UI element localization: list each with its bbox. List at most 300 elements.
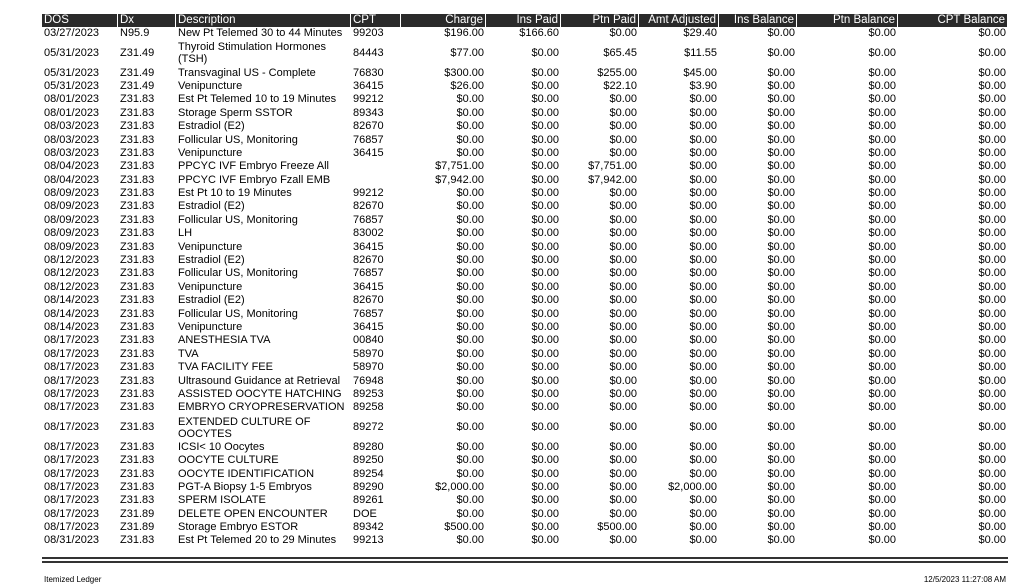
cpt-cell: 36415 — [353, 280, 384, 293]
dos-cell: 05/31/2023 — [44, 79, 100, 92]
table-row — [42, 307, 1008, 320]
ins-paid-cell: $0.00 — [531, 534, 559, 547]
description-cell: EMBRYO CRYOPRESERVATION — [178, 401, 345, 414]
charge-cell: $300.00 — [444, 66, 484, 79]
dx-cell: Z31.83 — [120, 213, 155, 226]
col-dos-header: DOS — [42, 14, 118, 27]
ins-balance-cell: $0.00 — [767, 334, 795, 347]
ptn-paid-cell: $0.00 — [609, 507, 637, 520]
ins-balance-cell: $0.00 — [767, 240, 795, 253]
charge-cell: $196.00 — [444, 27, 484, 40]
ins-paid-cell: $0.00 — [531, 254, 559, 267]
ptn-balance-cell: $0.00 — [868, 321, 896, 333]
charge-cell: $0.00 — [456, 267, 484, 280]
cpt-cell — [351, 174, 401, 187]
table-row — [42, 441, 1008, 454]
cpt-cell: 36415 — [353, 321, 384, 333]
table-row — [42, 521, 1008, 534]
cpt-cell: 89280 — [353, 440, 384, 453]
ledger-table — [42, 14, 1008, 548]
ins-paid-cell: $0.00 — [531, 46, 559, 59]
charge-cell: $0.00 — [456, 254, 484, 267]
amt-adjusted-cell: $0.00 — [689, 347, 717, 360]
ins-balance-cell: $0.00 — [767, 254, 795, 267]
dos-cell: 08/01/2023 — [44, 106, 100, 119]
ins-balance-cell: $0.00 — [767, 66, 795, 79]
dos-cell: 08/17/2023 — [44, 347, 100, 360]
amt-adjusted-cell: $0.00 — [689, 160, 717, 173]
charge-cell: $0.00 — [456, 187, 484, 200]
description-cell: Follicular US, Monitoring — [178, 307, 298, 320]
col-charge-header: Charge — [401, 14, 486, 27]
ptn-paid-cell: $0.00 — [609, 200, 637, 213]
ptn-balance-cell: $0.00 — [868, 227, 896, 240]
dos-cell: 08/04/2023 — [44, 160, 100, 173]
ptn-paid-cell: $0.00 — [609, 307, 637, 320]
dx-cell: Z31.83 — [120, 146, 155, 159]
dos-cell: 08/12/2023 — [44, 254, 100, 267]
cpt-cell: 89342 — [353, 521, 384, 534]
charge-cell: $0.00 — [456, 494, 484, 507]
ins-balance-cell: $0.00 — [767, 93, 795, 106]
ptn-balance-cell: $0.00 — [868, 374, 896, 387]
ptn-paid-cell: $0.00 — [609, 254, 637, 267]
table-row — [42, 80, 1008, 93]
cpt-balance-cell: $0.00 — [978, 307, 1006, 320]
cpt-balance-cell: $0.00 — [978, 120, 1006, 133]
cpt-balance-cell: $0.00 — [978, 280, 1006, 293]
table-row — [42, 494, 1008, 507]
description-cell: Estradiol (E2) — [178, 294, 245, 307]
table-row — [42, 401, 1008, 414]
table-row — [42, 240, 1008, 253]
ptn-paid-cell: $0.00 — [609, 480, 637, 493]
ins-balance-cell: $0.00 — [767, 347, 795, 360]
ins-paid-cell: $0.00 — [531, 521, 559, 534]
cpt-balance-cell: $0.00 — [978, 440, 1006, 453]
cpt-balance-cell: $0.00 — [978, 66, 1006, 79]
cpt-cell: 36415 — [353, 146, 384, 159]
amt-adjusted-cell: $0.00 — [689, 534, 717, 547]
report-name: Itemized Ledger — [44, 575, 102, 584]
table-row — [42, 321, 1008, 334]
dos-cell: 08/17/2023 — [44, 507, 100, 520]
ptn-paid-cell: $0.00 — [609, 120, 637, 133]
table-row — [42, 187, 1008, 200]
table-row — [42, 361, 1008, 374]
ptn-paid-cell: $0.00 — [609, 294, 637, 307]
ins-balance-cell: $0.00 — [767, 307, 795, 320]
cpt-cell: 89272 — [353, 421, 384, 434]
amt-adjusted-cell: $0.00 — [689, 200, 717, 213]
amt-adjusted-cell: $0.00 — [689, 321, 717, 333]
ptn-paid-cell: $0.00 — [609, 534, 637, 547]
dos-cell: 03/27/2023 — [44, 27, 100, 40]
dos-cell: 08/12/2023 — [44, 267, 100, 280]
dos-cell: 08/31/2023 — [44, 534, 100, 547]
table-row — [42, 107, 1008, 120]
ins-paid-cell: $0.00 — [531, 321, 559, 333]
ins-balance-cell: $0.00 — [767, 280, 795, 293]
ins-paid-cell: $0.00 — [531, 421, 559, 434]
dos-cell: 08/17/2023 — [44, 454, 100, 467]
dx-cell: Z31.83 — [120, 200, 155, 213]
charge-cell: $0.00 — [456, 106, 484, 119]
dx-cell: Z31.83 — [120, 133, 155, 146]
cpt-balance-cell: $0.00 — [978, 267, 1006, 280]
charge-cell: $0.00 — [456, 534, 484, 547]
table-row — [42, 93, 1008, 106]
dos-cell: 08/03/2023 — [44, 120, 100, 133]
description-cell: Venipuncture — [178, 240, 243, 253]
dos-cell: 08/17/2023 — [44, 361, 100, 374]
cpt-cell: 83002 — [353, 227, 384, 240]
ins-paid-cell: $0.00 — [531, 133, 559, 146]
cpt-cell: 76830 — [353, 66, 384, 79]
dos-cell: 08/09/2023 — [44, 213, 100, 226]
dx-cell: Z31.83 — [120, 240, 155, 253]
amt-adjusted-cell: $0.00 — [689, 387, 717, 400]
ptn-balance-cell: $0.00 — [868, 146, 896, 159]
ins-paid-cell: $0.00 — [531, 267, 559, 280]
amt-adjusted-cell: $0.00 — [689, 240, 717, 253]
ins-paid-cell: $0.00 — [531, 294, 559, 307]
table-row — [42, 281, 1008, 294]
dos-cell: 08/09/2023 — [44, 240, 100, 253]
dx-cell: N95.9 — [120, 27, 150, 40]
description-cell: Venipuncture — [178, 79, 243, 92]
charge-cell: $0.00 — [456, 334, 484, 347]
col-ptn-paid-header: Ptn Paid — [561, 14, 639, 27]
charge-cell: $0.00 — [456, 347, 484, 360]
dos-cell: 08/17/2023 — [44, 494, 100, 507]
cpt-cell: 82670 — [353, 294, 384, 307]
ins-paid-cell: $0.00 — [531, 173, 559, 186]
ptn-balance-cell: $0.00 — [868, 440, 896, 453]
cpt-balance-cell: $0.00 — [978, 347, 1006, 360]
table-row — [42, 454, 1008, 467]
col-cpt-header: CPT — [351, 14, 401, 27]
cpt-balance-cell: $0.00 — [978, 254, 1006, 267]
ins-balance-cell: $0.00 — [767, 267, 795, 280]
cpt-balance-cell: $0.00 — [978, 454, 1006, 467]
description-cell: Estradiol (E2) — [178, 200, 245, 213]
description-cell: PGT-A Biopsy 1-5 Embryos — [178, 480, 312, 493]
dos-cell: 08/14/2023 — [44, 321, 100, 333]
dx-cell: Z31.83 — [120, 374, 155, 387]
ptn-balance-cell: $0.00 — [868, 93, 896, 106]
description-cell: PPCYC IVF Embryo Fzall EMB — [178, 173, 331, 186]
cpt-balance-cell: $0.00 — [978, 467, 1006, 480]
dx-cell: Z31.83 — [120, 421, 155, 434]
dx-cell: Z31.83 — [120, 307, 155, 320]
dx-cell: Z31.49 — [120, 79, 155, 92]
dx-cell: Z31.83 — [120, 321, 155, 333]
description-cell: OOCYTE IDENTIFICATION — [178, 467, 315, 480]
ins-paid-cell: $0.00 — [531, 93, 559, 106]
charge-cell: $26.00 — [450, 79, 484, 92]
charge-cell: $500.00 — [444, 521, 484, 534]
cpt-cell: 99212 — [353, 93, 384, 106]
col-description-header: Description — [176, 14, 351, 27]
ptn-balance-cell: $0.00 — [868, 421, 896, 434]
ptn-paid-cell: $0.00 — [609, 93, 637, 106]
ins-balance-cell: $0.00 — [767, 146, 795, 159]
charge-cell: $0.00 — [456, 280, 484, 293]
dos-cell: 08/12/2023 — [44, 280, 100, 293]
cpt-balance-cell: $0.00 — [978, 521, 1006, 534]
amt-adjusted-cell: $0.00 — [689, 294, 717, 307]
ptn-balance-cell: $0.00 — [868, 507, 896, 520]
dx-cell: Z31.83 — [120, 267, 155, 280]
ins-paid-cell: $0.00 — [531, 120, 559, 133]
table-row — [42, 147, 1008, 160]
ins-balance-cell: $0.00 — [767, 133, 795, 146]
ins-paid-cell: $0.00 — [531, 66, 559, 79]
amt-adjusted-cell: $0.00 — [689, 93, 717, 106]
charge-cell: $77.00 — [450, 46, 484, 59]
ptn-paid-cell: $0.00 — [609, 106, 637, 119]
table-row — [42, 120, 1008, 133]
ins-balance-cell: $0.00 — [767, 106, 795, 119]
description-cell: Ultrasound Guidance at Retrieval — [178, 374, 341, 387]
amt-adjusted-cell: $0.00 — [689, 467, 717, 480]
description-cell: Thyroid Stimulation Hormones (TSH) — [178, 41, 326, 66]
ins-balance-cell: $0.00 — [767, 120, 795, 133]
ptn-balance-cell: $0.00 — [868, 213, 896, 226]
ins-balance-cell: $0.00 — [767, 294, 795, 307]
table-row — [42, 66, 1008, 79]
ins-balance-cell: $0.00 — [767, 507, 795, 520]
cpt-cell: 76857 — [353, 307, 384, 320]
table-row — [42, 534, 1008, 547]
cpt-balance-cell: $0.00 — [978, 480, 1006, 493]
charge-cell: $0.00 — [456, 421, 484, 434]
amt-adjusted-cell: $0.00 — [689, 521, 717, 534]
description-cell: New Pt Telemed 30 to 44 Minutes — [178, 27, 343, 40]
cpt-cell: 76948 — [353, 374, 384, 387]
dx-cell: Z31.83 — [120, 480, 155, 493]
charge-cell: $0.00 — [456, 321, 484, 333]
ins-balance-cell: $0.00 — [767, 160, 795, 173]
table-row — [42, 133, 1008, 146]
dx-cell: Z31.83 — [120, 401, 155, 414]
ins-balance-cell: $0.00 — [767, 480, 795, 493]
ptn-balance-cell: $0.00 — [868, 267, 896, 280]
dx-cell: Z31.83 — [120, 467, 155, 480]
ptn-paid-cell: $0.00 — [609, 347, 637, 360]
table-row — [42, 40, 1008, 66]
description-cell: DELETE OPEN ENCOUNTER — [178, 507, 328, 520]
amt-adjusted-cell: $0.00 — [689, 267, 717, 280]
ptn-balance-cell: $0.00 — [868, 79, 896, 92]
charge-cell: $2,000.00 — [435, 480, 484, 493]
ptn-balance-cell: $0.00 — [868, 106, 896, 119]
col-ins-paid-header: Ins Paid — [486, 14, 561, 27]
ins-balance-cell: $0.00 — [767, 454, 795, 467]
cpt-cell: 84443 — [353, 46, 384, 59]
dos-cell: 08/09/2023 — [44, 227, 100, 240]
description-cell: Follicular US, Monitoring — [178, 267, 298, 280]
amt-adjusted-cell: $0.00 — [689, 120, 717, 133]
description-cell: Venipuncture — [178, 146, 243, 159]
dx-cell: Z31.83 — [120, 227, 155, 240]
cpt-balance-cell: $0.00 — [978, 173, 1006, 186]
dos-cell: 08/09/2023 — [44, 200, 100, 213]
dx-cell: Z31.49 — [120, 46, 155, 59]
ins-balance-cell: $0.00 — [767, 421, 795, 434]
dos-cell: 08/17/2023 — [44, 467, 100, 480]
ins-paid-cell: $0.00 — [531, 146, 559, 159]
cpt-balance-cell: $0.00 — [978, 361, 1006, 374]
cpt-cell: 89261 — [353, 494, 384, 507]
description-cell: TVA FACILITY FEE — [178, 361, 273, 374]
ptn-paid-cell: $0.00 — [609, 267, 637, 280]
charge-cell: $0.00 — [456, 374, 484, 387]
table-row — [42, 508, 1008, 521]
amt-adjusted-cell: $0.00 — [689, 254, 717, 267]
ptn-paid-cell: $0.00 — [609, 387, 637, 400]
table-row — [42, 415, 1008, 441]
ins-paid-cell: $0.00 — [531, 347, 559, 360]
ptn-paid-cell: $22.10 — [603, 79, 637, 92]
cpt-cell: 36415 — [353, 79, 384, 92]
footer-divider-bottom — [42, 561, 1008, 563]
dos-cell: 08/09/2023 — [44, 187, 100, 200]
ptn-paid-cell: $0.00 — [609, 421, 637, 434]
description-cell: ICSI< 10 Oocytes — [178, 440, 265, 453]
cpt-balance-cell: $0.00 — [978, 106, 1006, 119]
ins-paid-cell: $0.00 — [531, 213, 559, 226]
dos-cell: 05/31/2023 — [44, 66, 100, 79]
description-cell: Venipuncture — [178, 280, 243, 293]
amt-adjusted-cell: $0.00 — [689, 213, 717, 226]
ptn-balance-cell: $0.00 — [868, 173, 896, 186]
ins-balance-cell: $0.00 — [767, 173, 795, 186]
cpt-cell: 58970 — [353, 347, 384, 360]
description-cell: Estradiol (E2) — [178, 120, 245, 133]
dos-cell: 08/17/2023 — [44, 401, 100, 414]
ptn-balance-cell: $0.00 — [868, 307, 896, 320]
cpt-cell: 89250 — [353, 454, 384, 467]
cpt-balance-cell: $0.00 — [978, 387, 1006, 400]
description-cell: Est Pt Telemed 20 to 29 Minutes — [178, 534, 337, 547]
ptn-balance-cell: $0.00 — [868, 521, 896, 534]
table-row — [42, 467, 1008, 480]
ins-paid-cell: $166.60 — [519, 27, 559, 40]
col-dx-header: Dx — [118, 14, 176, 27]
ins-balance-cell: $0.00 — [767, 374, 795, 387]
ptn-paid-cell: $0.00 — [609, 494, 637, 507]
ptn-balance-cell: $0.00 — [868, 66, 896, 79]
cpt-cell: 76857 — [353, 213, 384, 226]
ins-balance-cell: $0.00 — [767, 534, 795, 547]
cpt-balance-cell: $0.00 — [978, 146, 1006, 159]
cpt-balance-cell: $0.00 — [978, 27, 1006, 40]
ptn-balance-cell: $0.00 — [868, 534, 896, 547]
ins-paid-cell: $0.00 — [531, 401, 559, 414]
ptn-paid-cell: $0.00 — [609, 334, 637, 347]
ins-balance-cell: $0.00 — [767, 187, 795, 200]
table-row — [42, 174, 1008, 187]
cpt-balance-cell: $0.00 — [978, 213, 1006, 226]
cpt-cell: 00840 — [353, 334, 384, 347]
ptn-paid-cell: $0.00 — [609, 361, 637, 374]
ptn-balance-cell: $0.00 — [868, 46, 896, 59]
description-cell: PPCYC IVF Embryo Freeze All — [178, 160, 329, 173]
cpt-balance-cell: $0.00 — [978, 240, 1006, 253]
dx-cell: Z31.83 — [120, 106, 155, 119]
table-row — [42, 374, 1008, 387]
dos-cell: 08/17/2023 — [44, 421, 100, 434]
ptn-paid-cell: $500.00 — [597, 521, 637, 534]
table-row — [42, 214, 1008, 227]
ptn-balance-cell: $0.00 — [868, 280, 896, 293]
ptn-balance-cell: $0.00 — [868, 454, 896, 467]
ptn-paid-cell: $0.00 — [609, 454, 637, 467]
ins-paid-cell: $0.00 — [531, 106, 559, 119]
ins-balance-cell: $0.00 — [767, 79, 795, 92]
ins-balance-cell: $0.00 — [767, 46, 795, 59]
amt-adjusted-cell: $0.00 — [689, 146, 717, 159]
amt-adjusted-cell: $0.00 — [689, 507, 717, 520]
charge-cell: $0.00 — [456, 93, 484, 106]
charge-cell: $0.00 — [456, 227, 484, 240]
ptn-balance-cell: $0.00 — [868, 120, 896, 133]
ins-paid-cell: $0.00 — [531, 361, 559, 374]
charge-cell: $0.00 — [456, 213, 484, 226]
amt-adjusted-cell: $0.00 — [689, 173, 717, 186]
cpt-cell — [351, 160, 401, 173]
amt-adjusted-cell: $2,000.00 — [668, 480, 717, 493]
cpt-balance-cell: $0.00 — [978, 334, 1006, 347]
dos-cell: 08/17/2023 — [44, 374, 100, 387]
ins-paid-cell: $0.00 — [531, 79, 559, 92]
ptn-paid-cell: $0.00 — [609, 213, 637, 226]
cpt-cell: 89254 — [353, 467, 384, 480]
charge-cell: $0.00 — [456, 361, 484, 374]
dx-cell: Z31.83 — [120, 454, 155, 467]
amt-adjusted-cell: $0.00 — [689, 374, 717, 387]
ptn-paid-cell: $0.00 — [609, 440, 637, 453]
amt-adjusted-cell: $0.00 — [689, 280, 717, 293]
ptn-balance-cell: $0.00 — [868, 254, 896, 267]
ptn-balance-cell: $0.00 — [868, 387, 896, 400]
description-cell: Transvaginal US - Complete — [178, 66, 316, 79]
description-cell: Storage Embryo ESTOR — [178, 521, 299, 534]
ptn-paid-cell: $0.00 — [609, 374, 637, 387]
amt-adjusted-cell: $29.40 — [683, 27, 717, 40]
dx-cell: Z31.83 — [120, 280, 155, 293]
dx-cell: Z31.83 — [120, 387, 155, 400]
amt-adjusted-cell: $0.00 — [689, 227, 717, 240]
cpt-cell: 89253 — [353, 387, 384, 400]
ins-balance-cell: $0.00 — [767, 467, 795, 480]
description-cell: SPERM ISOLATE — [178, 494, 266, 507]
dx-cell: Z31.83 — [120, 361, 155, 374]
cpt-balance-cell: $0.00 — [978, 401, 1006, 414]
amt-adjusted-cell: $0.00 — [689, 133, 717, 146]
ptn-paid-cell: $255.00 — [597, 66, 637, 79]
ins-paid-cell: $0.00 — [531, 200, 559, 213]
dos-cell: 08/03/2023 — [44, 133, 100, 146]
cpt-balance-cell: $0.00 — [978, 160, 1006, 173]
charge-cell: $0.00 — [456, 133, 484, 146]
ins-paid-cell: $0.00 — [531, 334, 559, 347]
dx-cell: Z31.83 — [120, 334, 155, 347]
amt-adjusted-cell: $0.00 — [689, 187, 717, 200]
dx-cell: Z31.89 — [120, 521, 155, 534]
